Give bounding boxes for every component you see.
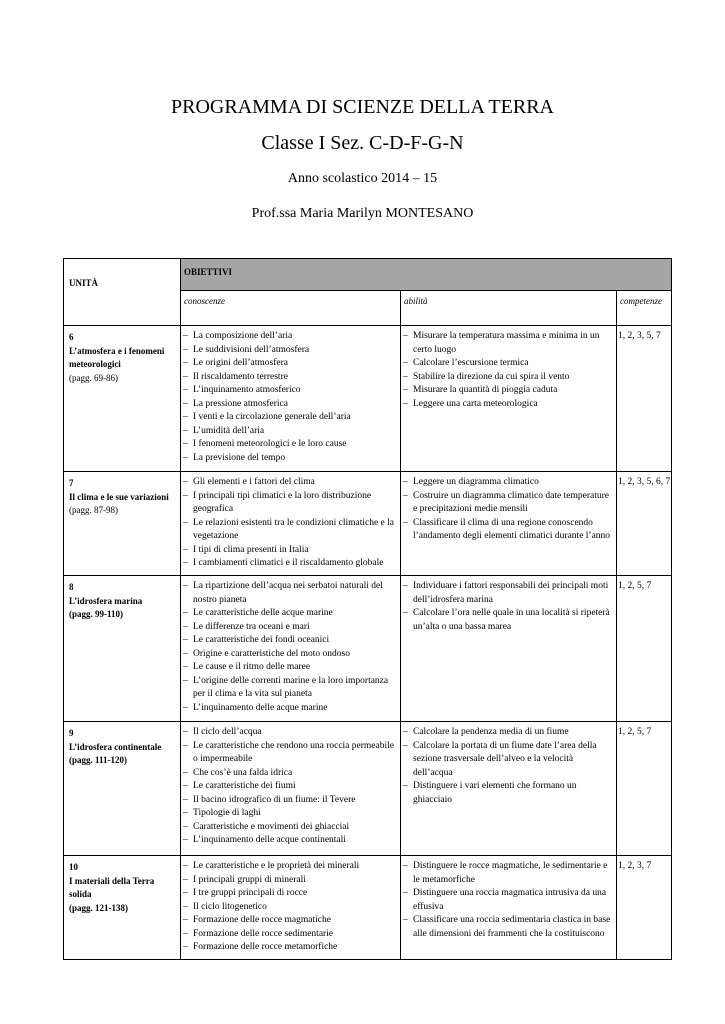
table-row [64, 576, 672, 722]
abilita-list [401, 580, 614, 634]
unita-header: UNITÀ [64, 259, 181, 326]
list-item: – I tre gruppi principali di rocce [193, 887, 398, 901]
list-item: – Costruire un diagramma climatico date temperature e precipitazioni medie mensili [413, 490, 614, 517]
conoscenze-cell [181, 326, 401, 472]
competenze-cell: 1, 2, 5, 7 [617, 576, 672, 722]
school-year: Anno scolastico 2014 – 15 [287, 171, 438, 186]
unit-pages: (pagg. 121-138) [69, 902, 128, 913]
list-item: – L’origine delle correnti marine e la loro importanza per il clima e la vita sul pianeta [193, 675, 398, 702]
list-item: – Le caratteristiche e le proprietà dei minerali [193, 860, 398, 874]
unit-cell [64, 856, 181, 960]
conoscenze-cell [181, 472, 401, 576]
list-item: – Distinguere i vari elementi che formano un ghiacciaio [413, 780, 614, 807]
list-item: – I cambiamenti climatici e il riscaldamento globale [193, 557, 398, 571]
list-item: – Distinguere una roccia magmatica intrusiva da una effusiva [413, 887, 614, 914]
list-item: – Classificare il clima di una regione conoscendo l’andamento degli elementi climatici durante l’anno [413, 517, 614, 544]
unit-name: L’idrosfera continentale [69, 741, 162, 752]
competenze-cell: 1, 2, 3, 7 [617, 856, 672, 960]
unit-pages: (pagg. 69-86) [69, 372, 118, 383]
list-item: – Misurare la temperatura massima e minima in un certo luogo [413, 330, 614, 357]
list-item: – Le caratteristiche delle acque marine [193, 607, 398, 621]
list-item: – La previsione del tempo [193, 452, 398, 466]
list-item: – Stabilire la direzione da cui spira il vento [413, 371, 614, 385]
unit-name: L’atmosfera e i fenomeni meteorologici [69, 345, 165, 369]
unit-cell [64, 326, 181, 472]
obiettivi-header: OBIETTIVI [181, 259, 672, 291]
list-item: – Calcolare l’escursione termica [413, 357, 614, 371]
conoscenze-list [181, 860, 398, 955]
list-item: – Origine e caratteristiche del moto ondoso [193, 648, 398, 662]
list-item: – Le differenze tra oceani e mari [193, 621, 398, 635]
list-item: – Leggere un diagramma climatico [413, 476, 614, 490]
unit-number: 10 [69, 862, 78, 872]
list-item: – Il riscaldamento terrestre [193, 371, 398, 385]
conoscenze-list [181, 330, 398, 465]
abilita-cell [401, 472, 617, 576]
list-item: – I principali gruppi di minerali [193, 874, 398, 888]
list-item: – Formazione delle rocce magmatiche [193, 914, 398, 928]
list-item: – L’inquinamento delle acque continentali [193, 834, 398, 848]
conoscenze-list [181, 726, 398, 848]
conoscenze-cell [181, 856, 401, 960]
unit-name: L’idrosfera marina [69, 595, 143, 606]
table-row [64, 326, 672, 472]
list-item: – Distinguere le rocce magmatiche, le sedimentarie e le metamorfiche [413, 860, 614, 887]
list-item: – L’inquinamento delle acque marine [193, 702, 398, 716]
unit-pages: (pagg. 111-120) [69, 755, 128, 765]
list-item: – Le caratteristiche dei fondi oceanici [193, 634, 398, 648]
list-item: – Le cause e il ritmo delle maree [193, 661, 398, 675]
list-item: – Le suddivisioni dell’atmosfera [193, 344, 398, 358]
list-item: – Le caratteristiche dei fiumi [193, 780, 398, 794]
abilita-header: abilità [401, 291, 617, 326]
unit-number: 7 [69, 478, 74, 488]
list-item: – La ripartizione dell’acqua nei serbatoi naturali del nostro pianeta [193, 580, 398, 607]
list-item: – Le origini dell’atmosfera [193, 357, 398, 371]
unit-pages: (pagg. 99-110) [69, 609, 123, 619]
abilita-cell [401, 856, 617, 960]
list-item: – Misurare la quantità di pioggia caduta [413, 384, 614, 398]
list-item: – I venti e la circolazione generale dell’aria [193, 411, 398, 425]
list-item: – Individuare i fattori responsabili dei principali moti dell’idrosfera marina [413, 580, 614, 607]
class-subtitle: Classe I Sez. C-D-F-G-N [261, 132, 464, 154]
list-item: – Leggere una carta meteorologica [413, 398, 614, 412]
unit-number: 8 [69, 582, 74, 592]
unit-pages: (pagg. 87-98) [69, 505, 118, 515]
list-item: – L’umidità dell’aria [193, 425, 398, 439]
table-header-row [64, 259, 672, 291]
unit-cell [64, 472, 181, 576]
competenze-header: competenze [617, 291, 672, 326]
list-item: – Calcolare l’ora nelle quale in una località si ripeterà un’alta o una bassa marea [413, 607, 614, 634]
list-item: – I tipi di clima presenti in Italia [193, 544, 398, 558]
unit-number: 6 [69, 332, 74, 342]
list-item: – Gli elementi e i fattori del clima [193, 476, 398, 490]
list-item: – Formazione delle rocce metamorfiche [193, 941, 398, 955]
list-item: – Che cos’è una falda idrica [193, 767, 398, 781]
conoscenze-header: conoscenze [181, 291, 401, 326]
abilita-cell [401, 576, 617, 722]
table-body [64, 326, 672, 960]
competenze-cell: 1, 2, 3, 5, 6, 7 [617, 472, 672, 576]
program-table [63, 258, 672, 960]
unit-number: 9 [69, 728, 74, 738]
list-item: – L’inquinamento atmosferico [193, 384, 398, 398]
table-row [64, 722, 672, 856]
list-item: – Classificare una roccia sedimentaria clastica in base alle dimensioni dei frammenti che la costituiscono [413, 914, 614, 941]
teacher-name: Prof.ssa Maria Marilyn MONTESANO [251, 206, 474, 221]
list-item: – La pressione atmosferica [193, 398, 398, 412]
list-item: – Calcolare la pendenza media di un fiume [413, 726, 614, 740]
list-item: – Caratteristiche e movimenti dei ghiacciai [193, 821, 398, 835]
list-item: – Le caratteristiche che rendono una roccia permeabile o impermeabile [193, 740, 398, 767]
list-item: – Il bacino idrografico di un fiume: il Tevere [193, 794, 398, 808]
abilita-list [401, 860, 614, 941]
list-item: – Il ciclo dell’acqua [193, 726, 398, 740]
conoscenze-cell [181, 576, 401, 722]
table-row [64, 472, 672, 576]
list-item: – Tipologie di laghi [193, 807, 398, 821]
unit-name: I materiali della Terra solida [69, 875, 155, 899]
unit-cell [64, 722, 181, 856]
table-row [64, 856, 672, 960]
abilita-list [401, 476, 614, 544]
abilita-cell [401, 326, 617, 472]
abilita-cell [401, 722, 617, 856]
list-item: – Le relazioni esistenti tra le condizioni climatiche e la vegetazione [193, 517, 398, 544]
page-title: PROGRAMMA DI SCIENZE DELLA TERRA [171, 96, 554, 118]
list-item: – I principali tipi climatici e la loro distribuzione geografica [193, 490, 398, 517]
list-item: – Il ciclo litogenetico [193, 901, 398, 915]
unit-name: Il clima e le sue variazioni [69, 491, 169, 502]
list-item: – La composizione dell’aria [193, 330, 398, 344]
conoscenze-list [181, 580, 398, 715]
list-item: – Calcolare la portata di un fiume date l’area della sezione trasversale dell’alveo e la velocità dell’acqua [413, 740, 614, 781]
conoscenze-list [181, 476, 398, 571]
list-item: – I fenomeni meteorologici e le loro cause [193, 438, 398, 452]
competenze-cell: 1, 2, 3, 5, 7 [617, 326, 672, 472]
list-item: – Formazione delle rocce sedimentarie [193, 928, 398, 942]
abilita-list [401, 726, 614, 807]
conoscenze-cell [181, 722, 401, 856]
unit-cell [64, 576, 181, 722]
competenze-cell: 1, 2, 5, 7 [617, 722, 672, 856]
abilita-list [401, 330, 614, 411]
